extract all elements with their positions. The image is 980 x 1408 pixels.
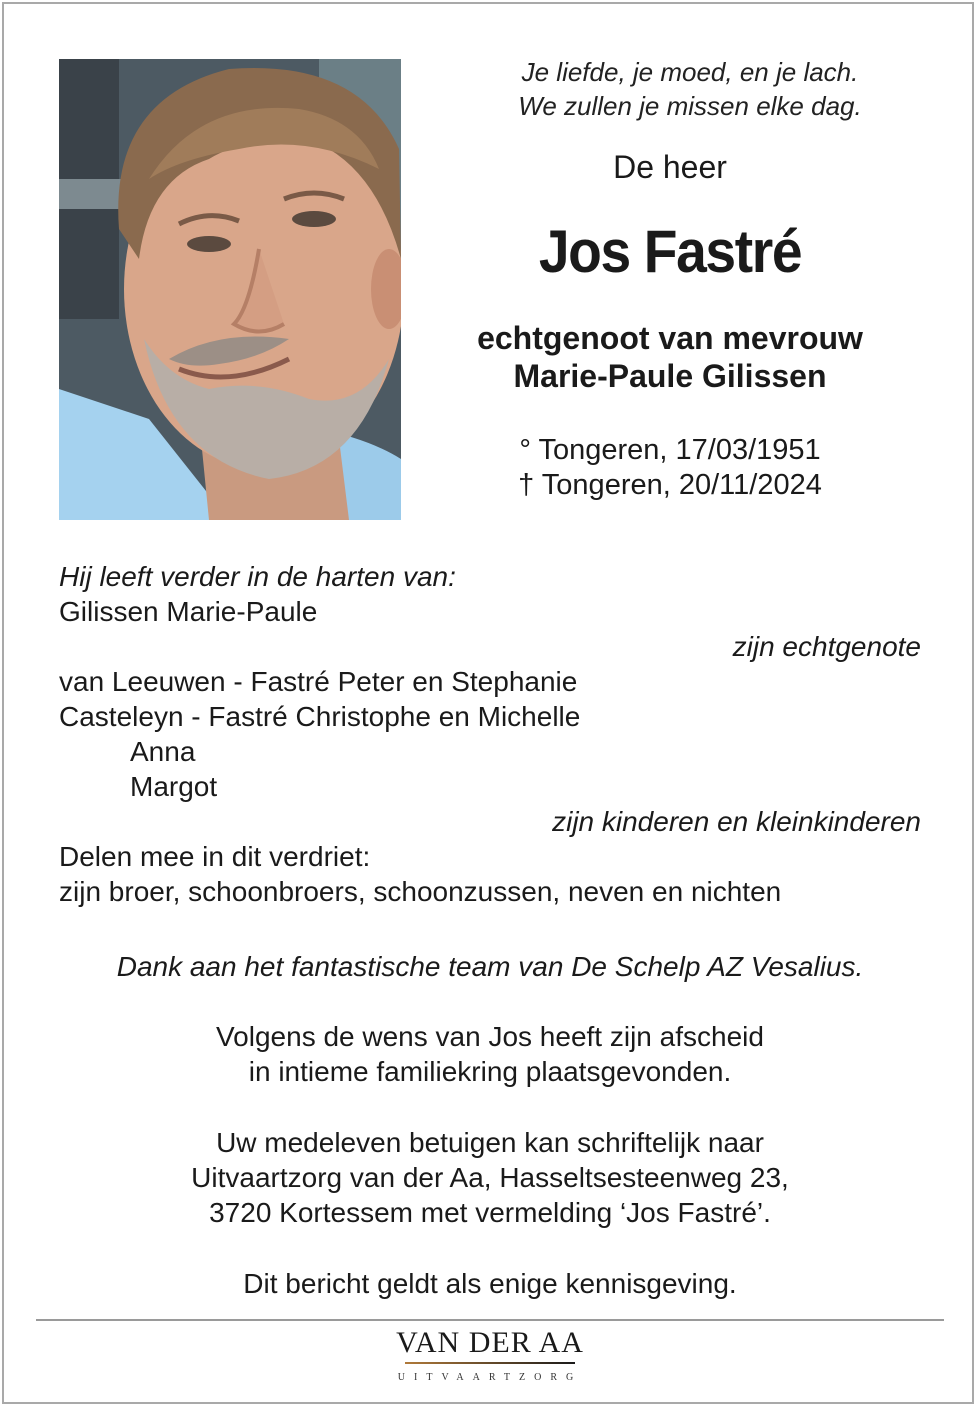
spouse-name: Gilissen Marie-Paule (59, 596, 318, 627)
share-intro: Delen mee in dit verdriet: (59, 841, 371, 872)
salutation: De heer (613, 149, 727, 185)
family-intro: Hij leeft verder in de harten van: (59, 561, 456, 592)
grandchild-1: Anna (130, 736, 196, 767)
condolence-line-1: Uw medeleven betuigen kan schriftelijk naar (216, 1127, 764, 1158)
condolence-line-3: 3720 Kortessem met vermelding ‘Jos Fastré’. (209, 1197, 771, 1228)
header-block (420, 55, 920, 503)
memorial-quote-line-2: We zullen je missen elke dag. (518, 91, 862, 121)
condolence-line-2: Uitvaartzorg van der Aa, Hasseltsesteenweg 23, (191, 1162, 789, 1193)
children-role: zijn kinderen en kleinkinderen (552, 806, 921, 837)
condolence-block (40, 1125, 940, 1230)
birth-date: ° Tongeren, 17/03/1951 (519, 434, 821, 466)
family-section (59, 559, 921, 909)
farewell-block (40, 1019, 940, 1089)
footer-divider (36, 1319, 944, 1321)
logo-main-text: VAN DER AA (396, 1326, 584, 1359)
share-list: zijn broer, schoonbroers, schoonzussen, neven en nichten (59, 876, 782, 907)
logo-underline (405, 1362, 575, 1364)
farewell-line-2: in intieme familiekring plaatsgevonden. (248, 1056, 732, 1087)
grandchild-2: Margot (130, 771, 218, 802)
thanks-line: Dank aan het fantastische team van De Schelp AZ Vesalius. (116, 951, 864, 982)
notice-line: Dit bericht geldt als enige kennisgeving. (243, 1268, 737, 1299)
portrait-photo (59, 59, 401, 520)
spouse-role: zijn echtgenote (732, 631, 921, 662)
spouse-line-1: echtgenoot van mevrouw (477, 320, 863, 356)
deceased-name: Jos Fastré (538, 218, 802, 285)
memorial-quote-line-1: Je liefde, je moed, en je lach. (521, 57, 859, 87)
child-family-2: Casteleyn - Fastré Christophe en Michelle (59, 701, 581, 732)
logo-subtitle: UITVAARTZORG (397, 1372, 583, 1383)
spouse-line-2: Marie-Paule Gilissen (513, 358, 827, 394)
child-family-1: van Leeuwen - Fastré Peter en Stephanie (59, 666, 578, 697)
death-date: † Tongeren, 20/11/2024 (518, 469, 822, 501)
funeral-home-logo (380, 1326, 600, 1384)
farewell-line-1: Volgens de wens van Jos heeft zijn afscheid (216, 1021, 764, 1052)
